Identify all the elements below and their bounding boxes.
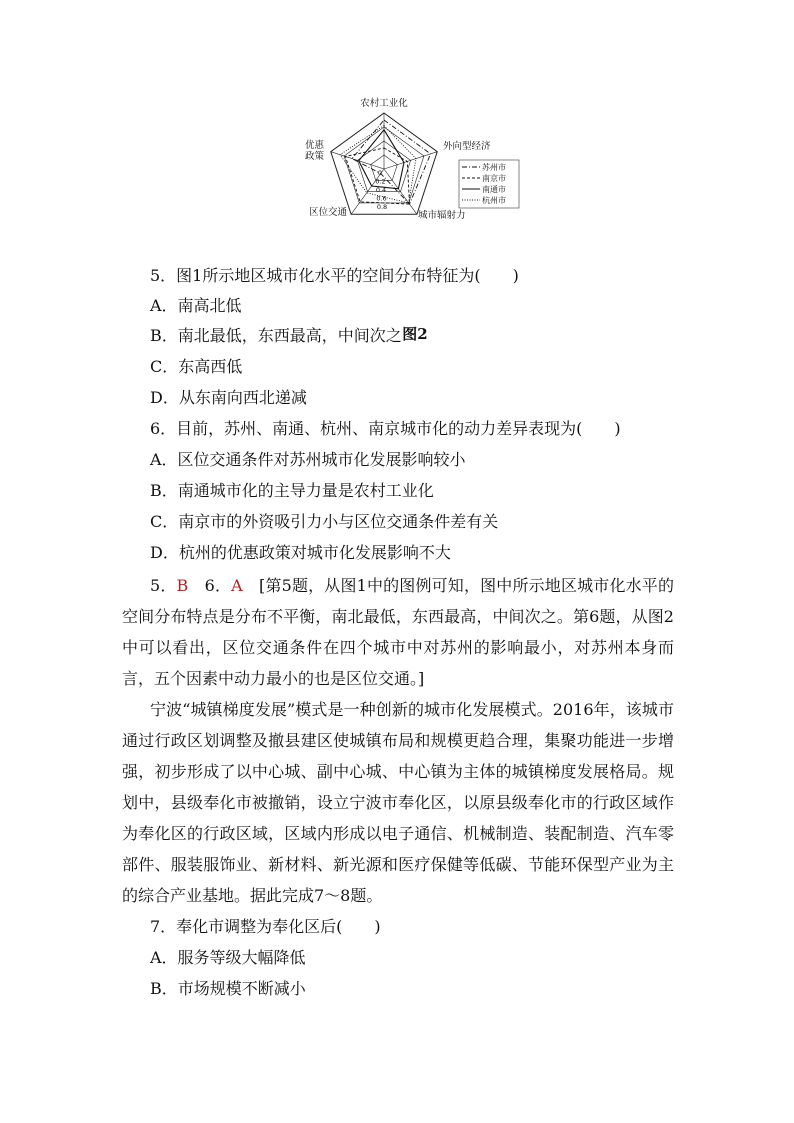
question-5-option-d: D．从东南向西北递减 — [150, 388, 307, 407]
answer-5-letter: B — [176, 576, 189, 595]
answer-6-letter: A — [231, 576, 243, 595]
axis-label: 优惠 — [304, 140, 324, 151]
question-7-stem: 7．奉化市调整为奉化区后( ) — [150, 917, 381, 936]
tick-label: 0.8 — [376, 203, 388, 211]
axis-label: 农村工业化 — [360, 98, 408, 109]
question-6-option-c: C．南京市的外资吸引力小与区位交通条件差有关 — [150, 512, 499, 531]
tick-label: 0 — [377, 169, 383, 177]
question-7-option-b: B．市场规模不断减小 — [150, 979, 306, 998]
legend-label: 南京市 — [482, 174, 506, 183]
question-5-option-a: A．南高北低 — [150, 296, 242, 315]
reading-passage: 宁波“城镇梯度发展”模式是一种创新的城市化发展模式。2016年，该城市通过行政区划调整及撤县建区使城镇布局和规模更趋合理，集聚功能进一步增强，初步形成了以中心城、副中心城、中心镇为主体的城镇梯度发展格局。规划中，县级奉化市被撤销，设立宁波市奉化区，以原县级奉化市的行政区域作为奉化区的行政区域，区域内形成以电子通信、机械制造、装配制造、汽车零部件、服装服饰业、新材料、新光源和医疗保健等低碳、节能环保型产业为主的综合产业基地。据此完成7～8题。 — [122, 700, 674, 905]
tick-label: 0.2 — [375, 177, 386, 186]
axis-label: 外向型经济 — [443, 141, 491, 152]
answer-explanation — [122, 570, 674, 694]
axis-label: 政策 — [304, 151, 324, 162]
axis-spoke-2 — [384, 152, 437, 169]
axis-label: 城市辐射力 — [418, 210, 466, 221]
question-5-option-b: B．南北最低，东西最高，中间次之 — [150, 326, 402, 345]
tick-label: 0.4 — [375, 186, 387, 194]
answer-6-number: 6． — [204, 576, 232, 595]
answer-text: [第5题，从图1中的图例可知，图中所示地区城市化水平的空间分布特点是分布不平衡，南北最低，东西最高，中间次之。第6题，从图2中可以看出，区位交通条件在四个城市中对苏州的影响最小，对苏州本身而言，五个因素中动力最小的也是区位交通。] — [122, 576, 674, 688]
radar-chart — [300, 92, 530, 222]
legend-label: 杭州市 — [482, 196, 506, 205]
question-6-option-a: A．区位交通条件对苏州城市化发展影响较小 — [150, 450, 466, 469]
axis-spoke-5 — [331, 152, 384, 169]
question-6-stem: 6．目前，苏州、南通、杭州、南京城市化的动力差异表现为( ) — [150, 419, 621, 438]
question-6-option-d: D．杭州的优惠政策对城市化发展影响不大 — [150, 543, 451, 562]
question-5-option-c: C．东高西低 — [150, 357, 243, 376]
question-5-stem: 5．图1所示地区城市化水平的空间分布特征为( ) — [150, 266, 519, 285]
tick-label: 0.6 — [376, 194, 387, 203]
question-7-option-a: A．服务等级大幅降低 — [150, 948, 306, 967]
figure-caption: 图2 — [402, 325, 428, 343]
question-6-option-b: B．南通城市化的主导力量是农村工业化 — [150, 481, 434, 500]
legend-label: 南通市 — [482, 185, 506, 194]
legend-label: 苏州市 — [482, 163, 506, 172]
axis-label: 区位交通 — [308, 207, 347, 218]
answer-5-number: 5． — [150, 576, 177, 595]
